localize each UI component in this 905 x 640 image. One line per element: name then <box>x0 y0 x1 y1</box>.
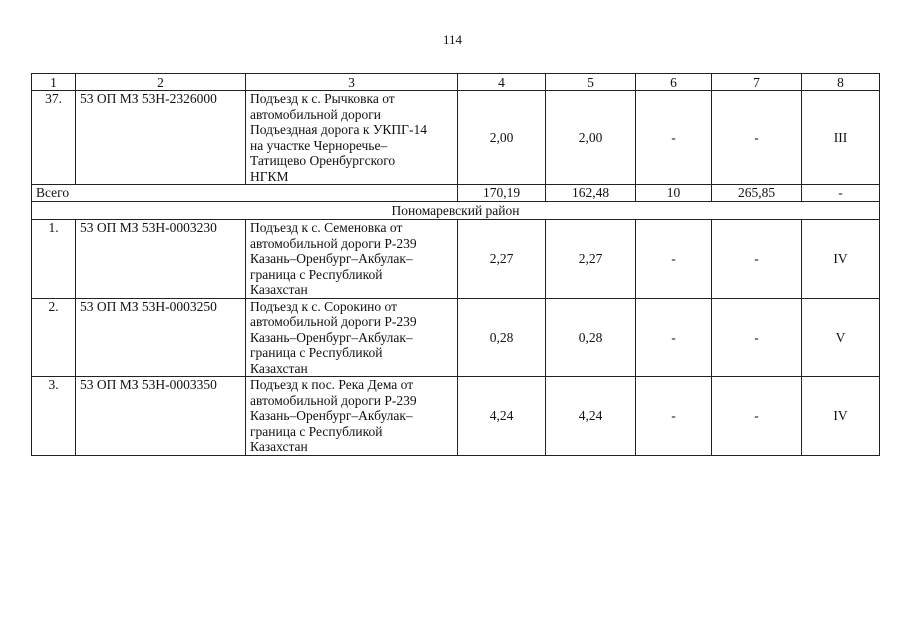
cell-col5: 0,28 <box>546 298 636 377</box>
cell-col5: 2,00 <box>546 91 636 185</box>
road-name-line: Подъезд к с. Семеновка от <box>250 220 403 235</box>
cell-col4: 2,27 <box>458 220 546 299</box>
road-name-line: Казахстан <box>250 282 308 297</box>
row-number: 1. <box>32 220 76 299</box>
cell-col5: 4,24 <box>546 377 636 456</box>
cell-col7: - <box>712 220 802 299</box>
cell-col4: 4,24 <box>458 377 546 456</box>
cell-col6: - <box>636 91 712 185</box>
cell-col8: IV <box>802 220 880 299</box>
total-col4: 170,19 <box>458 185 546 202</box>
cell-col8: III <box>802 91 880 185</box>
row-number: 37. <box>32 91 76 185</box>
road-name <box>246 220 458 299</box>
road-name <box>246 298 458 377</box>
road-name-line: граница с Республикой <box>250 345 383 360</box>
road-name-line: автомобильной дороги Р-239 <box>250 392 417 408</box>
cell-col6: - <box>636 377 712 456</box>
road-name-line: Подъезд к с. Рычковка от <box>250 91 395 106</box>
cell-col8: V <box>802 298 880 377</box>
cell-col6: - <box>636 220 712 299</box>
header-cell-7: 7 <box>712 74 802 91</box>
header-cell-6: 6 <box>636 74 712 91</box>
cell-col7: - <box>712 298 802 377</box>
road-name-line: Татищево Оренбургского <box>250 153 396 168</box>
road-code: 53 ОП МЗ 53Н-0003230 <box>76 220 246 299</box>
table-row <box>32 220 880 299</box>
cell-col7: - <box>712 91 802 185</box>
table-row <box>32 298 880 377</box>
road-name-line: автомобильной дороги <box>250 106 381 122</box>
road-name <box>246 91 458 185</box>
row-number: 2. <box>32 298 76 377</box>
road-name-line: Казахстан <box>250 360 308 376</box>
road-code: 53 ОП МЗ 53Н-2326000 <box>76 91 246 185</box>
road-name-line: Подъездная дорога к УКПГ-14 <box>250 122 427 137</box>
header-cell-4: 4 <box>458 74 546 91</box>
total-col8: - <box>802 185 880 202</box>
cell-col4: 2,00 <box>458 91 546 185</box>
table-row <box>32 91 880 185</box>
header-row <box>32 74 880 91</box>
row-number: 3. <box>32 377 76 456</box>
header-cell-5: 5 <box>546 74 636 91</box>
road-name-line: граница с Республикой <box>250 423 383 439</box>
cell-col6: - <box>636 298 712 377</box>
header-cell-8: 8 <box>802 74 880 91</box>
header-cell-3: 3 <box>246 74 458 91</box>
road-name-line: на участке Черноречье– <box>250 137 388 153</box>
road-name-line: Казань–Оренбург–Акбулак– <box>250 251 413 266</box>
road-name-line: НГКМ <box>250 168 289 184</box>
road-name-line: Казань–Оренбург–Акбулак– <box>250 408 413 423</box>
road-name-line: автомобильной дороги Р-239 <box>250 314 417 329</box>
total-col6: 10 <box>636 185 712 202</box>
road-name-line: автомобильной дороги Р-239 <box>250 235 417 251</box>
cell-col8: IV <box>802 377 880 456</box>
section-row <box>32 202 880 220</box>
header-cell-1: 1 <box>32 74 76 91</box>
header-cell-2: 2 <box>76 74 246 91</box>
roads-table <box>31 73 880 456</box>
cell-col7: - <box>712 377 802 456</box>
total-col5: 162,48 <box>546 185 636 202</box>
road-code: 53 ОП МЗ 53Н-0003350 <box>76 377 246 456</box>
road-name-line: Подъезд к пос. Река Дема от <box>250 377 414 392</box>
road-name <box>246 377 458 456</box>
road-name-line: Казахстан <box>250 439 308 454</box>
road-name-line: Казань–Оренбург–Акбулак– <box>250 329 413 345</box>
road-name-line: граница с Республикой <box>250 266 383 282</box>
page-number: 114 <box>442 32 463 47</box>
road-name-line: Подъезд к с. Сорокино от <box>250 298 397 314</box>
cell-col5: 2,27 <box>546 220 636 299</box>
road-code: 53 ОП МЗ 53Н-0003250 <box>76 298 246 377</box>
section-title: Пономаревский район <box>32 202 880 220</box>
total-label: Всего <box>32 185 458 202</box>
table-row <box>32 377 880 456</box>
cell-col4: 0,28 <box>458 298 546 377</box>
total-col7: 265,85 <box>712 185 802 202</box>
total-row <box>32 185 880 202</box>
